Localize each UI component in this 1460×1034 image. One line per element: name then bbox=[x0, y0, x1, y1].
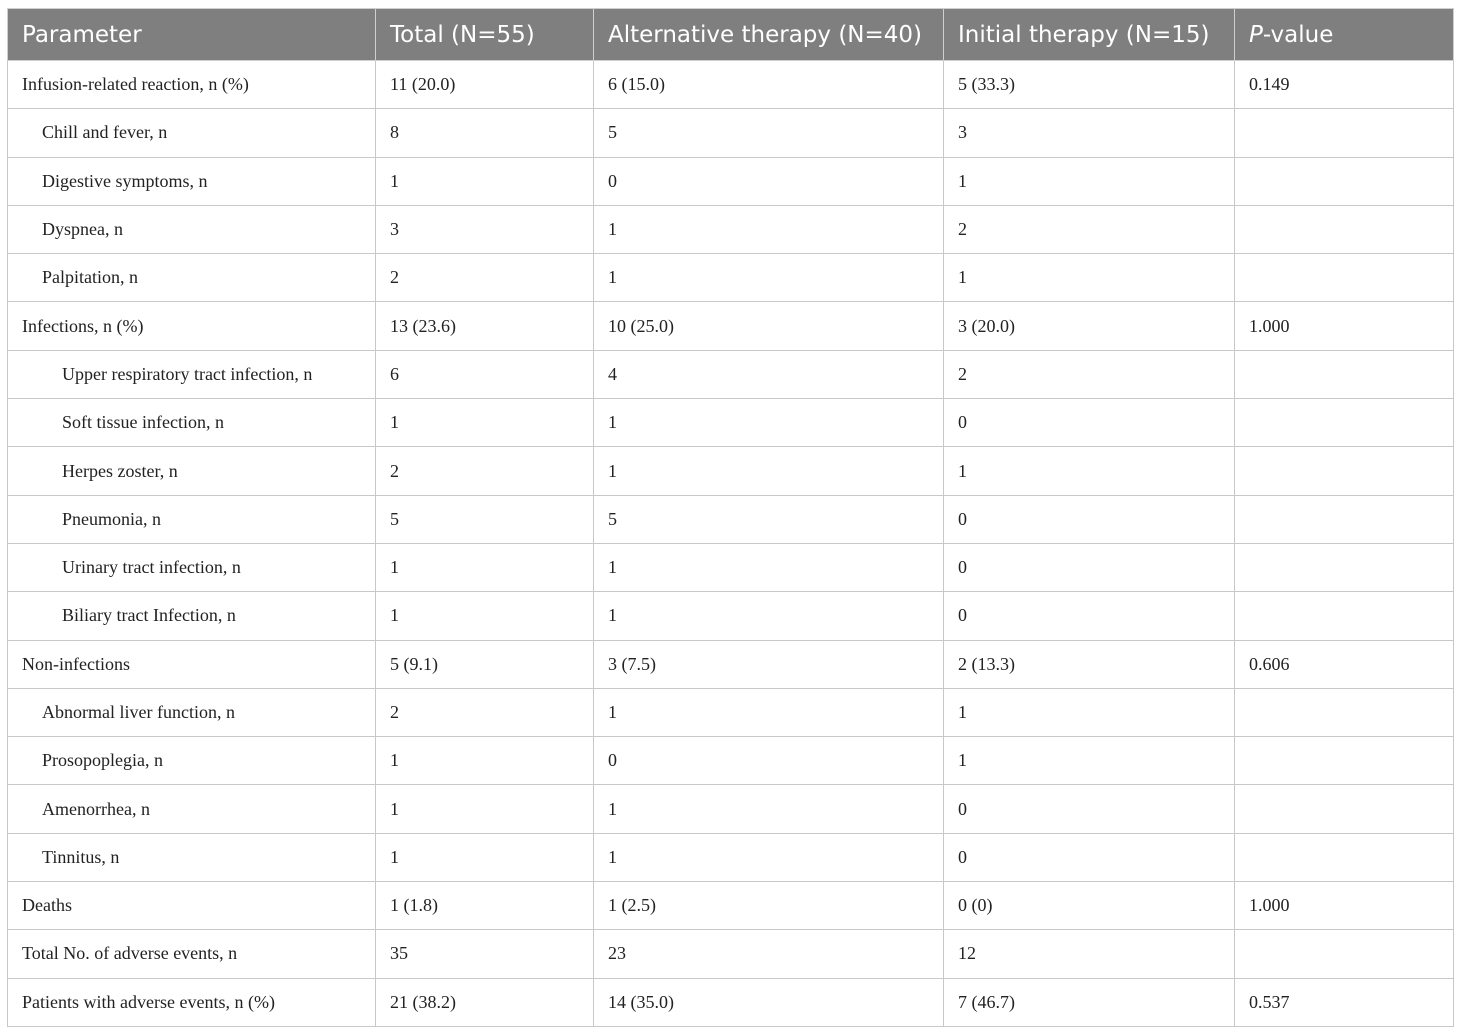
cell-p-value bbox=[1235, 930, 1454, 978]
cell-alternative: 1 bbox=[594, 688, 944, 736]
cell-initial: 12 bbox=[944, 930, 1235, 978]
cell-total: 1 (1.8) bbox=[376, 882, 594, 930]
table-row bbox=[8, 350, 1454, 398]
cell-p-value bbox=[1235, 833, 1454, 881]
cell-total: 1 bbox=[376, 592, 594, 640]
table-row bbox=[8, 833, 1454, 881]
cell-initial: 0 bbox=[944, 592, 1235, 640]
table-row bbox=[8, 205, 1454, 253]
cell-total: 11 (20.0) bbox=[376, 61, 594, 109]
cell-total: 3 bbox=[376, 205, 594, 253]
cell-total: 5 bbox=[376, 495, 594, 543]
row-label: Non-infections bbox=[8, 640, 376, 688]
cell-p-value bbox=[1235, 592, 1454, 640]
cell-initial: 2 bbox=[944, 205, 1235, 253]
cell-total: 2 bbox=[376, 688, 594, 736]
cell-total: 8 bbox=[376, 109, 594, 157]
cell-p-value bbox=[1235, 785, 1454, 833]
row-label: Biliary tract Infection, n bbox=[8, 592, 376, 640]
cell-total: 2 bbox=[376, 447, 594, 495]
table-row bbox=[8, 495, 1454, 543]
header-total: Total (N=55) bbox=[376, 9, 594, 61]
cell-p-value: 0.606 bbox=[1235, 640, 1454, 688]
cell-alternative: 1 bbox=[594, 447, 944, 495]
cell-initial: 5 (33.3) bbox=[944, 61, 1235, 109]
cell-initial: 3 bbox=[944, 109, 1235, 157]
cell-p-value bbox=[1235, 737, 1454, 785]
cell-initial: 1 bbox=[944, 254, 1235, 302]
header-p-rest: -value bbox=[1262, 21, 1334, 48]
cell-initial: 1 bbox=[944, 157, 1235, 205]
cell-alternative: 1 bbox=[594, 205, 944, 253]
row-label: Chill and fever, n bbox=[8, 109, 376, 157]
row-label: Prosopoplegia, n bbox=[8, 737, 376, 785]
cell-alternative: 4 bbox=[594, 350, 944, 398]
table-row bbox=[8, 737, 1454, 785]
cell-alternative: 5 bbox=[594, 495, 944, 543]
cell-alternative: 10 (25.0) bbox=[594, 302, 944, 350]
table-row bbox=[8, 109, 1454, 157]
cell-total: 1 bbox=[376, 785, 594, 833]
table-row bbox=[8, 785, 1454, 833]
cell-p-value bbox=[1235, 109, 1454, 157]
table-row bbox=[8, 882, 1454, 930]
cell-initial: 0 bbox=[944, 495, 1235, 543]
cell-p-value: 1.000 bbox=[1235, 302, 1454, 350]
cell-alternative: 1 bbox=[594, 543, 944, 591]
row-label: Palpitation, n bbox=[8, 254, 376, 302]
table-row bbox=[8, 157, 1454, 205]
row-label: Deaths bbox=[8, 882, 376, 930]
cell-total: 1 bbox=[376, 543, 594, 591]
cell-alternative: 14 (35.0) bbox=[594, 978, 944, 1026]
cell-total: 1 bbox=[376, 399, 594, 447]
cell-p-value bbox=[1235, 350, 1454, 398]
header-alternative-therapy: Alternative therapy (N=40) bbox=[594, 9, 944, 61]
table-row bbox=[8, 447, 1454, 495]
cell-alternative: 1 bbox=[594, 833, 944, 881]
cell-total: 1 bbox=[376, 157, 594, 205]
row-label: Tinnitus, n bbox=[8, 833, 376, 881]
row-label: Upper respiratory tract infection, n bbox=[8, 350, 376, 398]
table-row bbox=[8, 978, 1454, 1026]
cell-initial: 0 (0) bbox=[944, 882, 1235, 930]
table-row bbox=[8, 61, 1454, 109]
row-label: Pneumonia, n bbox=[8, 495, 376, 543]
table-row bbox=[8, 640, 1454, 688]
header-initial-therapy: Initial therapy (N=15) bbox=[944, 9, 1235, 61]
cell-p-value bbox=[1235, 254, 1454, 302]
cell-p-value bbox=[1235, 495, 1454, 543]
table-row bbox=[8, 688, 1454, 736]
row-label: Herpes zoster, n bbox=[8, 447, 376, 495]
cell-alternative: 1 bbox=[594, 399, 944, 447]
cell-p-value: 0.149 bbox=[1235, 61, 1454, 109]
cell-initial: 1 bbox=[944, 737, 1235, 785]
header-p-value bbox=[1235, 9, 1454, 61]
cell-total: 13 (23.6) bbox=[376, 302, 594, 350]
row-label: Amenorrhea, n bbox=[8, 785, 376, 833]
cell-alternative: 5 bbox=[594, 109, 944, 157]
cell-alternative: 1 (2.5) bbox=[594, 882, 944, 930]
cell-p-value bbox=[1235, 399, 1454, 447]
table-row bbox=[8, 302, 1454, 350]
cell-total: 2 bbox=[376, 254, 594, 302]
table-row bbox=[8, 592, 1454, 640]
cell-initial: 1 bbox=[944, 688, 1235, 736]
cell-initial: 1 bbox=[944, 447, 1235, 495]
row-label: Urinary tract infection, n bbox=[8, 543, 376, 591]
cell-p-value bbox=[1235, 688, 1454, 736]
cell-initial: 0 bbox=[944, 833, 1235, 881]
cell-alternative: 1 bbox=[594, 592, 944, 640]
cell-p-value bbox=[1235, 157, 1454, 205]
cell-alternative: 6 (15.0) bbox=[594, 61, 944, 109]
cell-total: 1 bbox=[376, 737, 594, 785]
table-row bbox=[8, 254, 1454, 302]
cell-initial: 2 (13.3) bbox=[944, 640, 1235, 688]
cell-alternative: 0 bbox=[594, 737, 944, 785]
cell-total: 6 bbox=[376, 350, 594, 398]
row-label: Total No. of adverse events, n bbox=[8, 930, 376, 978]
row-label: Abnormal liver function, n bbox=[8, 688, 376, 736]
cell-total: 21 (38.2) bbox=[376, 978, 594, 1026]
cell-initial: 0 bbox=[944, 543, 1235, 591]
cell-alternative: 0 bbox=[594, 157, 944, 205]
table-row bbox=[8, 930, 1454, 978]
cell-p-value: 0.537 bbox=[1235, 978, 1454, 1026]
row-label: Infections, n (%) bbox=[8, 302, 376, 350]
cell-initial: 2 bbox=[944, 350, 1235, 398]
cell-p-value bbox=[1235, 205, 1454, 253]
row-label: Soft tissue infection, n bbox=[8, 399, 376, 447]
header-p-italic: P bbox=[1249, 21, 1263, 48]
cell-alternative: 3 (7.5) bbox=[594, 640, 944, 688]
header-parameter: Parameter bbox=[8, 9, 376, 61]
cell-total: 1 bbox=[376, 833, 594, 881]
cell-initial: 0 bbox=[944, 399, 1235, 447]
cell-total: 35 bbox=[376, 930, 594, 978]
cell-alternative: 1 bbox=[594, 254, 944, 302]
cell-initial: 7 (46.7) bbox=[944, 978, 1235, 1026]
row-label: Digestive symptoms, n bbox=[8, 157, 376, 205]
table-row bbox=[8, 543, 1454, 591]
table-header-row bbox=[8, 9, 1454, 61]
row-label: Dyspnea, n bbox=[8, 205, 376, 253]
adverse-events-table bbox=[7, 8, 1454, 1027]
row-label: Infusion-related reaction, n (%) bbox=[8, 61, 376, 109]
cell-alternative: 1 bbox=[594, 785, 944, 833]
cell-p-value bbox=[1235, 543, 1454, 591]
row-label: Patients with adverse events, n (%) bbox=[8, 978, 376, 1026]
cell-alternative: 23 bbox=[594, 930, 944, 978]
cell-initial: 3 (20.0) bbox=[944, 302, 1235, 350]
table-row bbox=[8, 399, 1454, 447]
cell-p-value bbox=[1235, 447, 1454, 495]
cell-p-value: 1.000 bbox=[1235, 882, 1454, 930]
cell-initial: 0 bbox=[944, 785, 1235, 833]
cell-total: 5 (9.1) bbox=[376, 640, 594, 688]
